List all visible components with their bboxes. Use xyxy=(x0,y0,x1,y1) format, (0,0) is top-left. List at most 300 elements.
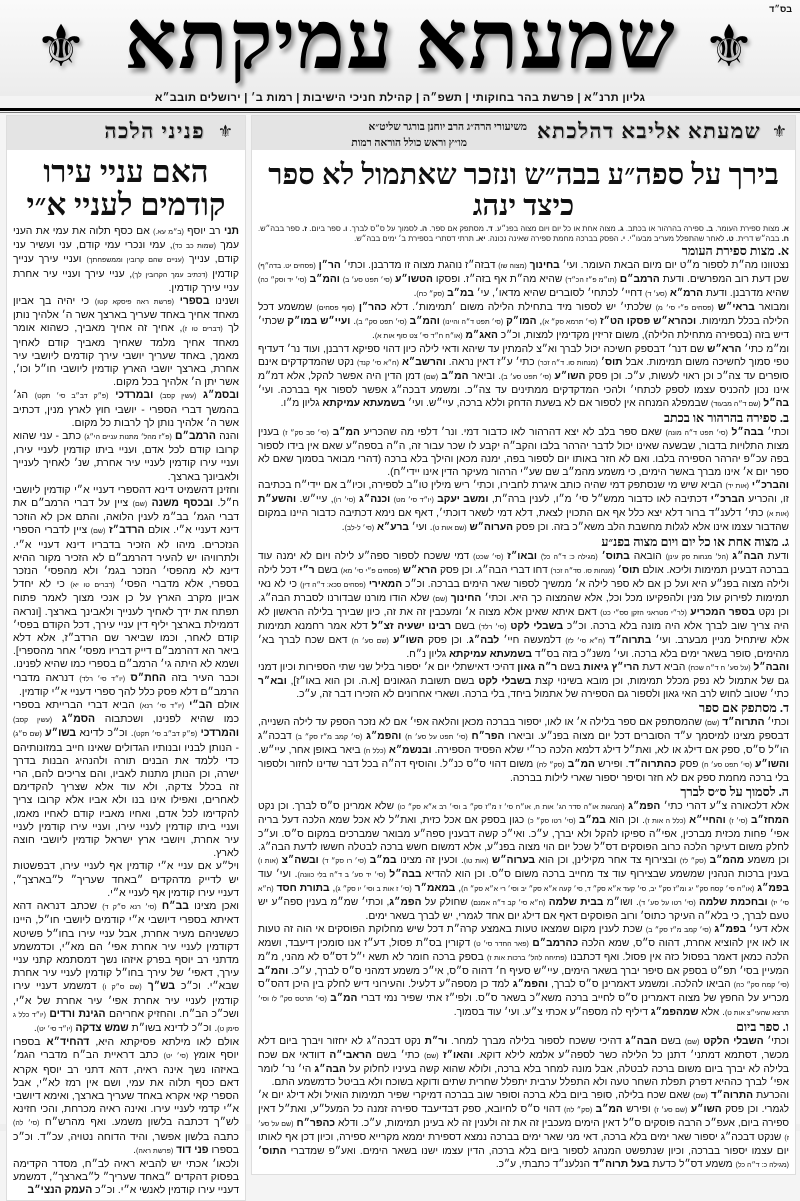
source-name: רבינו ישעיה זצ״ל xyxy=(371,620,451,632)
source-name: הרמ״א xyxy=(669,287,703,299)
toc-item[interactable] xyxy=(734,234,789,243)
source-name: והמ״ב xyxy=(409,315,440,327)
toc-label: ספירה בהרהור או בכתב. xyxy=(625,223,704,233)
text-run: , xyxy=(536,315,543,327)
toc-item[interactable] xyxy=(258,224,307,233)
citation: (יו״ד סי׳ מט) xyxy=(393,496,434,504)
source-name: בתוס׳ xyxy=(601,550,630,562)
paragraph xyxy=(13,1036,239,1158)
section-content xyxy=(258,800,789,1020)
section-heading: ה. לסמוך על ס״ס לברך xyxy=(680,784,789,799)
text-run: דהיכי דאישתלי יום א׳ יספור בליל שני שתי הספירות וכיון דמני גם של אתמול לא נפק מכלל תמימות, וכן מובא בשינוי קצת xyxy=(258,661,789,687)
citation: (סוף פסחים) xyxy=(316,304,355,312)
text-run: . ועי׳ xyxy=(408,521,433,533)
source-name: ובנשמ״א xyxy=(388,744,432,756)
text-run: נקט דבכה״ג לא יחזור ויברך ביום דלא מכשר, דסתמא דמתני׳ דתנן כל הלילה כשר לספה״ע אלמא לילא דוקא. xyxy=(258,1035,790,1061)
source-name: הברכ״י xyxy=(710,493,745,505)
source-name: כהתרוה״ד xyxy=(628,758,677,770)
text-run: וכבר העיר בזה xyxy=(166,672,240,684)
text-run: כתי׳ בשם xyxy=(371,1049,425,1061)
text-run: דהיכי ששכח לספור בלילה מברך למחר. xyxy=(447,1035,626,1047)
paragraph xyxy=(258,800,789,923)
source-name: המ״ב xyxy=(595,1103,623,1115)
citation: (אות ו) xyxy=(258,857,279,865)
source-name: בב״ח xyxy=(161,901,189,913)
text-run: משמע דס״ל כדעת xyxy=(649,1158,736,1170)
source-name: ובמרדכי xyxy=(115,390,154,402)
source-name: הפמ״ג xyxy=(389,896,422,908)
text-run: . וביאר xyxy=(468,370,502,382)
header-divider-thin xyxy=(0,112,800,113)
citation: (סי׳ רו סק״ ד) xyxy=(322,857,367,865)
citation: (סי׳ תפט על סע׳ ח) xyxy=(405,733,468,741)
text-run: כתב - עני שהוא קרובו קודם לכל אדם, ועניי ביתו קודמין לעניי עירו, ועניי עירו קודמין לעניי עיר אחרת, שנ׳ לאחיך לענייך ולאביונך בארצך. xyxy=(13,430,239,483)
text-run: . ועי׳ עוד xyxy=(258,868,298,880)
source-name: ובחכמת שלמה xyxy=(699,896,768,908)
text-run: ועניי עירך ענייך קודמין xyxy=(13,254,240,280)
citation: (שם) xyxy=(693,1092,708,1100)
toc-label: תרתי דסתרי בספירת ב׳ ימים בבה״ש. xyxy=(354,233,474,243)
source-name: בספר המכריע xyxy=(690,606,755,618)
source-name: לבה״ג xyxy=(468,634,500,646)
source-name: מהמ״ב xyxy=(709,854,745,866)
toc-item[interactable] xyxy=(493,224,624,233)
source-name: העמק הנצי״ב xyxy=(27,1185,93,1197)
text-run: ואכן מצינו xyxy=(188,901,239,913)
source-name: המ״ב xyxy=(332,426,360,438)
text-run: הביא דעת xyxy=(639,661,689,673)
citation: (או״ח סי׳ קסח סק״ יג ומ״ז סק״ יב, סי׳ קעד א״א סק״ ד, סי׳ קעה א״א סק״ יב וסי׳ רי א״א סק״ ה) xyxy=(461,885,755,893)
text-run: . xyxy=(371,329,375,341)
citation: (פסחים פ״י סי׳ מ) xyxy=(655,304,714,312)
citation: (פסחים יט. בדה״ף) xyxy=(258,262,316,270)
source-name: בראי״ש xyxy=(717,301,755,313)
toc-letter: ג. xyxy=(617,223,624,233)
source-name: הרדב״ז xyxy=(108,525,145,537)
citation: (ח״א סי׳ יז) xyxy=(258,885,789,907)
text-run: דבזה״ז נוהגת מצוה זו מדרבנן. וכתי׳ xyxy=(340,259,499,271)
section-heading: ב. ספירה בהרהור או בכתב xyxy=(663,410,789,425)
source-name: והמ״ב xyxy=(258,965,289,977)
source-name: ברע״א xyxy=(376,521,409,533)
text-run: שכת לענין מקום שמצאו טעות באמצע קרה״ת דכל שיש מחלוקת הפוסקים אי הוה זה טעות או לאו אין להוציא אחרת, דהוה ס״ס, שמא הלכה xyxy=(258,923,789,949)
citation: (סי׳ תפט ד״ה והיינו) xyxy=(442,318,504,326)
text-run: שלא אמרינן ס״ס לברך. וכן נקט xyxy=(258,800,398,812)
paragraph xyxy=(258,1089,789,1172)
text-run: , xyxy=(455,882,462,894)
text-run: כתי׳ דלענ״ד ברור דלא יצא כלל אף אם התכוין לצאת, דלא דמי לשאר דוכתי׳, דאף אם נימא דכתיבה כדבור היינו במקום שהדבור עצמו אינו אלא לגלות מחשבת הלב משא״כ בזה. וכן פסק xyxy=(258,507,789,533)
citation: (סי׳ סב סק״ ז) xyxy=(282,429,329,437)
source-name: בשו״ע xyxy=(45,728,77,740)
toc-letter: י. xyxy=(620,233,626,243)
paragraph xyxy=(13,1158,239,1198)
text-run: . xyxy=(350,315,357,327)
toc-label: מסתפק אם ספר. xyxy=(429,223,484,233)
fleur-de-lis-icon: ⚜ xyxy=(771,122,787,141)
source-name: הערוה״ש xyxy=(469,521,514,533)
citation: (מנחות סו. סד״ה זכר) xyxy=(550,567,616,575)
text-run: דבכה״ג הו״ל ס״ס, ספק אם דילג או לא, ואת״ל דילג דלמא הלכה כר״י שלא הפסיד הספירה. xyxy=(258,730,789,756)
fleur-de-lis-icon: ⚜ xyxy=(217,122,233,141)
fleur-de-lis-icon: ⚜ xyxy=(703,12,755,80)
citation: (לר״י מטראני הזקן סס״י כט) xyxy=(600,609,687,617)
citation: (סי׳ רטו סק״ כ) xyxy=(527,817,576,825)
citation: (שם) xyxy=(432,595,448,603)
text-run: הביא דברי הברייתא בספרי כמו שהיא לפנינו, ושכתבוה xyxy=(13,700,240,726)
paragraph xyxy=(13,900,239,1036)
source-name: הפמ״ג xyxy=(628,800,661,812)
source-name: והשו״ע xyxy=(755,758,789,770)
citation: (סק״ לז) xyxy=(679,857,707,865)
text-run: דכל לילה ולילה מצוה בפנ״ע היא ועל כן אם לא ספר לילה א׳ ממשיך לספור שאר הימים בברכה. וכ״כ xyxy=(258,564,789,590)
toc-item[interactable] xyxy=(427,224,493,233)
paragraph xyxy=(13,484,239,672)
toc-item[interactable] xyxy=(347,224,427,233)
citation: (סי׳ ז) xyxy=(729,817,748,825)
source-name: הראבי״ה xyxy=(329,1049,372,1061)
author-byline xyxy=(351,120,527,152)
source-name: פני דוד xyxy=(176,1144,209,1156)
source-name: האג״מ xyxy=(465,329,498,341)
source-name: וכנה״ג xyxy=(358,493,391,505)
toc-item[interactable] xyxy=(624,224,713,233)
sidebar-article-column xyxy=(6,115,246,1201)
source-name: במ״ב xyxy=(369,854,397,866)
citation: (פתיחה להל׳ ברכות אות ז) xyxy=(486,954,567,962)
citation: (סי׳ תרמא סק״ א) xyxy=(542,318,597,326)
text-run: דמן הדין היה אפשר להקל, אלא דמ״מ אינו נכון להכניס עצמו לספק לכתחי׳ ולהכי המדקדקים ממתינים עד צה״כ. ומשמע דבכה״ג אפשר לספור אף בברכה. ועי׳ xyxy=(258,370,789,396)
citation: (סי׳ תרטס סק״ לו וסי׳ תרצא שהעי״צ אות ט) xyxy=(258,995,789,1017)
source-name: ור״ת xyxy=(424,1035,448,1047)
text-run: הביא שיש מי שנסתפק דמי שהיה כותב איגרת לחבירו, וכתי׳ ריש מילין טו״ב לספירה, וכיו״ב אם יידי״ח בכתיבה זו, והכריע xyxy=(258,479,789,505)
paragraph xyxy=(13,860,239,900)
text-run: משום דהוי ס״ס כנ״ל. והוסיף דה״ה בכל דבר שדינו לחזור ולספור בלי ברכה מחמת ספק אם לא חזר וסיפר יספור שארי לילות בברכה. xyxy=(258,758,789,784)
source-name: בש״ך xyxy=(147,981,175,993)
citation: (שם) xyxy=(423,373,439,381)
text-run: שלכתי׳ יש לספור מיד בתחילת הלילה משום ׳תמימות׳. דלא xyxy=(386,301,656,313)
citation: (סי׳ ל-לב) xyxy=(344,524,375,532)
citation: (סי׳ רו) xyxy=(333,496,356,504)
citation: (שם סע׳ ח) xyxy=(351,637,389,645)
source-name: במ״ב xyxy=(579,814,606,826)
text-run: וכתי׳ xyxy=(763,426,789,438)
text-run: . xyxy=(33,1022,37,1034)
source-name: הרמב״ם xyxy=(175,430,216,442)
source-name: במאמ״ר xyxy=(414,882,456,894)
toc-label: לאחר שהתפלל מעריב מבעו״י. xyxy=(627,233,725,243)
paragraph xyxy=(258,923,789,1020)
source-name: בעל תרוה״ד xyxy=(592,1158,650,1170)
citation: (תו״מ פ״ז הכ״ד) xyxy=(565,276,617,284)
citation: (או״ח ח״ד סי׳ צט סוף אות א) xyxy=(374,332,463,340)
text-run: , עיי״ש. xyxy=(296,493,334,505)
main-article-column xyxy=(251,115,796,1175)
text-run: , וכתי׳ שמ״מ בענין ספה״ע יש טעם לברך, כי בלא״ה העיקר כתוס׳ ורוב הפוסקים דאף אם דילג יום אחד לגמרי, יש לברך בשאר ימים. xyxy=(258,896,789,922)
citation: (עניים שהם קרובין וממשפחתך) xyxy=(86,257,184,265)
text-run: שהיא מדרבנן. ודעת xyxy=(702,287,789,299)
text-run: הביאו להלכה. ומשמע דאמרינן ס״ס לברך, xyxy=(547,978,734,990)
text-run: ביאר באופן אחר, עיי״ש. xyxy=(258,744,364,756)
source-name: כהפר״ח xyxy=(296,1117,335,1129)
source-name: התרוה״ד xyxy=(722,716,765,728)
section-content xyxy=(258,1035,789,1172)
text-run: גליון מ״ו. xyxy=(280,397,323,409)
text-run: כתי׳ ע״ז דאין נראה. xyxy=(445,356,538,368)
text-run: , xyxy=(329,882,336,894)
text-run: והכרעת xyxy=(753,1089,789,1101)
text-run: שנקט דבכה״ג יספור שאר ימים בלא ברכה, דאי מני שאר ימים בברכה נמצא דספירת יממא מקרייא ספירה, וכיון דכן אף לאותו יום עצמו יספור בברכה, וכיון שנתפשט המנהג לספור ביום בלא ברכה, הדין עצמו ישנו בשאר הימים. ואע״פ שמדברי xyxy=(258,1131,789,1157)
citation: (פ״ק דב״ב סי׳ תקט) xyxy=(133,731,198,739)
text-run: . וכן פסק xyxy=(423,634,469,646)
citation: (שם אות ט) xyxy=(432,524,467,532)
paragraph xyxy=(13,430,239,484)
citation: (סי׳ לה) xyxy=(13,1120,40,1128)
text-run: דיליף לה מספה״ע אכתי צ״ע. ועי׳ עוד בסמוך. xyxy=(453,1006,651,1018)
citation: (שם ס״ג) xyxy=(13,731,42,739)
source-name: הרא״ש xyxy=(402,564,438,576)
text-run: דוודאי אם שכח בלילה לא יברך ביום משום ברכה לבטלה, אבל מונה למחר בלא ברכה, ולולא שהוא קשה בעיניו לחלוק על xyxy=(258,1049,789,1075)
text-run: ופירש xyxy=(622,1103,655,1115)
source-name: הרמב״ם xyxy=(619,273,660,285)
source-name: השבלי הלקט xyxy=(703,1035,764,1047)
text-run: כי יהיה בך אביון מאחד אחיך באחד שעריך בארצך אשר ה׳ אלהיך נותן לך xyxy=(13,295,239,335)
source-name: והאו״ז xyxy=(442,1049,474,1061)
section-title: פניני הלכה xyxy=(104,119,205,143)
text-run: בשם xyxy=(451,620,479,632)
text-run: בספרו יוסף אומץ xyxy=(13,1037,239,1062)
citation: (שם) xyxy=(424,1052,439,1060)
text-run: שכתב דנראה דהא דאיתא בספרי דיושבי א״י קודמים ליושבי חו״ל, היינו כששניהם מעיר אחרת, אבל עניי עירו בחו״ל פשיטא דקודמין לעניי עיר אחרת אפי׳ הם מא״י, וכדמשמע מדתני רב יוסף בפרק איזהו נשך דמסתמא קתני עניי עירך, דאפי׳ של עירך בחו״ל קודמין לעניי עיר אחרת שבא״י. וכ״כ xyxy=(13,901,239,993)
byline-line: מו״ץ וראש כולל הוראה רמות xyxy=(351,138,467,149)
text-run: רב יוסף xyxy=(183,225,224,237)
toc-item[interactable] xyxy=(713,224,789,233)
citation: (סי׳ תפט סע׳ ח) xyxy=(701,761,752,769)
text-run: כתבה בלשון אפשר, והיד הדוחה נטויה, עכ״ד. וכ״כ בספרו xyxy=(13,1131,239,1156)
toc-letter: א. xyxy=(781,223,789,233)
toc-letter: ב. xyxy=(706,223,714,233)
text-run: דלמעשה חיי׳ xyxy=(499,634,566,646)
section-content xyxy=(258,550,789,701)
text-run: ויל״ע אם עניי א״י קודמין אף לעניי עירו, דבפשטות יש לדייק מדהקדים ״באחד שעריך״ ל״בארצך״, דעניי עירו קודמין אף לעניי א״י. xyxy=(13,861,239,899)
section-band xyxy=(252,116,795,150)
paragraph xyxy=(13,225,239,295)
header-divider xyxy=(0,108,800,111)
section-heading: ו. ספר ביום xyxy=(736,1019,789,1034)
citation: (סי׳ ז אות ב וסי׳ יו סק״ ג) xyxy=(335,885,412,893)
text-run: שחולק על xyxy=(421,896,471,908)
source-name: בפמ״ג xyxy=(714,923,747,935)
toc-letter: יא. xyxy=(476,233,486,243)
text-run: . וכן הוא xyxy=(605,814,645,826)
citation: (פ״ק דב״ב סי׳ תקט) xyxy=(34,393,109,401)
toc-item[interactable] xyxy=(354,234,485,243)
citation: (שם) xyxy=(90,528,106,536)
source-name: בתרוה״ד xyxy=(609,634,652,646)
source-name: והשע״ת xyxy=(258,493,297,505)
article-headline xyxy=(258,160,789,223)
text-run: . xyxy=(133,1144,137,1156)
citation: (על סע׳ ח ד״ה שכח) xyxy=(688,664,751,672)
text-run: דמי ששכח לספור ספה״ע לילה ויום לא ימנה עוד בברכה דבעינן תמימות וליכא. אולם xyxy=(258,550,789,576)
headline-line: בירך על ספה״ע בבה״ש ונזכר שאתמול לא ספר xyxy=(268,159,779,191)
text-run: . אלא xyxy=(698,1006,725,1018)
source-name: בשמעתא עמיקתא xyxy=(322,397,406,409)
byline-line: משיעורי הרה״ג הרב יוחנן בורגר שליט״א xyxy=(368,122,527,133)
text-run: ומבואר xyxy=(754,301,789,313)
text-run: , אחיך זה אחיך מאביך, כשהוא אומר מאחד אחיך מלמד שאחיך מאביך קודם לאחיך מאמך, באחד שעריך יושבי עירך קודמים ליושבי עיר אחרת, בארצך יושבי הארץ קודמין ליושבי חו״ל וכו׳, אשר יתן ה׳ אלהיך בכל מקום. xyxy=(13,323,239,389)
source-name: והפמ״ג xyxy=(512,978,548,990)
toc-item[interactable] xyxy=(625,234,734,243)
article-body xyxy=(252,244,795,1172)
citation: (ח״א סי׳ קנד) xyxy=(356,359,399,367)
citation: (סי׳ רלד) xyxy=(478,623,507,631)
source-name: והפמ״ג xyxy=(366,730,402,742)
source-name: וכהרא״ש פסקו הט״ז xyxy=(599,315,697,327)
citation: (סי׳ תפט סע׳ ב) xyxy=(501,373,552,381)
source-name: והרשב״א xyxy=(401,356,446,368)
citation: (סע׳ ד) xyxy=(645,290,667,298)
issue-meta-line: גליון תרנ״א | פרשת בהר בחוקותי | תשפ״ה | קהילת חניכי הישיבות | רמות ב׳ | ירושלים תובב״א xyxy=(154,92,646,104)
citation: (סי׳ תפט סע׳ ב) xyxy=(342,276,393,284)
newsletter-title: שמעתא עמיקתא xyxy=(124,0,676,86)
source-name: המ״ב xyxy=(441,370,469,382)
article-headline xyxy=(11,155,241,222)
text-run: שהיא מה״ת אף בזה״ז. ופסקו xyxy=(432,273,566,285)
toc-label: בבה״ש דרית. xyxy=(735,233,780,243)
paragraph xyxy=(13,672,239,699)
citation: (כלל ה אות ז) xyxy=(644,817,686,825)
citation: (סי׳ רנא ס״ק ד) xyxy=(102,904,157,912)
fleur-de-lis-icon: ⚜ xyxy=(35,12,87,80)
source-name: הר״ן xyxy=(318,259,341,271)
source-name: והמרדכי xyxy=(200,728,239,740)
text-run: כי לא יחדל אביון מקרב הארץ על כן אנכי מצוך לאמר פתוח תפתח את ידך לאחיך לענייך ולאבינך בארצך. [ונראה דממילת בארצך יליף דין עניי עירך, דכל הקודם בפסי׳ קודם לאחר, וכמו שביאר שם הרדב״ז, אלא דלא ביאר הא דהרמב״ם דייק דבריו מפסי׳ אחר מהספרי]. ושמא לא היתה גי׳ הרמב״ם בספרי כמו שהיא לפנינו. xyxy=(13,579,239,671)
text-run: כגון בספק אם אכל כזית, ואת״ל לא אכל שמא הלכה דעל בריה אפי׳ פחות מכזית מברכין, אפי״ה ספיקו להקל ולא יברך, ע״כ. ואי״כ קשה דבענין ספה״ע מבואר שמברכים במקום ס״ס. וע״כ לחלק משום דעיקר הלכה כרוב הפוסקים דס״ל שכל יום הוי מצוה בפנ״ע, אלא דמשום חשש ברכה לבטלה חששו לדעת הבה״ג. וכן משמע xyxy=(258,814,789,866)
text-run: ודעת xyxy=(763,550,789,562)
citation: (פרשת ראה) xyxy=(136,1147,174,1155)
source-name: השו״ע xyxy=(690,1103,722,1115)
source-name: המ״ב xyxy=(567,758,595,770)
headline-line: האם עניי עירו xyxy=(43,154,209,189)
source-name: ר״ה גאון xyxy=(517,661,558,673)
source-name: ובאו״ז xyxy=(507,550,537,562)
citation: (פסחים פ״י סי׳ מא) xyxy=(340,567,400,575)
citation: (פרשת ראה פיסקא קטו) xyxy=(94,298,175,306)
text-run: בשם תשובת הגאונים [א.ה. וכן הוא באו״ז], xyxy=(286,675,479,687)
citation: (מצוה שו) xyxy=(498,262,527,270)
source-name: שמש צדקה xyxy=(75,1022,129,1034)
text-run: בענין ברכות הנהנין שמשמע שבצירוף עוד צד מחייב ברכה משום ס״ס. וכן הוא להדיא xyxy=(421,868,789,880)
text-run: שהמסתפק אם ספר בלילה א׳ או לאו, יספור בברכה מכאן והלאה אפי׳ אם לא נזכר הספק עד לילה השנייה, דבספק מצינו למיסמך ע״ד הסוברים דכל יום מצוה בפנ״ע. וביארו xyxy=(258,716,789,742)
source-name: הבה״ג xyxy=(314,1063,346,1075)
text-run: . xyxy=(341,521,345,533)
table-of-contents xyxy=(252,224,795,244)
citation: (אות א) xyxy=(766,510,789,518)
section-heading: ד. מסתפק אם ספר xyxy=(698,700,789,715)
toc-item[interactable] xyxy=(307,224,347,233)
section-heading: ג. מצוה אחת או כל יום ויום מצוה בפנ״ע xyxy=(601,534,789,549)
source-name: החינוך xyxy=(450,592,482,604)
source-name: והבה״ל xyxy=(753,661,790,673)
citation: (סי׳ יט) xyxy=(163,1053,189,1061)
text-run: כתי׳ שטוב לחוש לרב האי גאון ולספור גם הספירה של אתמול ביחד, בלי ברכה. ושארי אחרונים לא הזכירו דבר זה, ע״כ. xyxy=(296,688,789,700)
citation: (סק״ לה) xyxy=(563,1106,593,1114)
citation: (סק״ לח) xyxy=(536,761,565,769)
citation: (פ״ז מהל׳ מתנות עניים הי״ג) xyxy=(84,433,172,441)
text-run: . וכעין זה מצינו xyxy=(396,854,464,866)
toc-label: לסמוך על ס״ס לברך. xyxy=(349,223,418,233)
source-name: כהר״ן xyxy=(358,301,387,313)
source-name: הטשו״ע xyxy=(395,273,433,285)
toc-letter: ד. xyxy=(486,223,493,233)
text-run: פסק xyxy=(676,758,702,770)
source-name: השו״ע xyxy=(554,370,586,382)
citation: (הנהגות או״ה סדר הג׳ אות ח, או״ח סי׳ ז מ״ז סק״ ב וסי׳ רב א״א סק״ כו) xyxy=(397,803,625,811)
citation: (סי׳ תפט ד״ה מונה) xyxy=(665,429,728,437)
text-run: שכתי׳ דיש בזה (בספירה מתחילת הלילה), משום זריזין מקדימין למצות, וכ״כ xyxy=(258,315,789,341)
source-name: תני xyxy=(223,225,240,237)
toc-letter: ט. xyxy=(726,233,734,243)
text-run: אולם לאו מילתא פסיקתא היא, xyxy=(89,1037,239,1049)
section-band xyxy=(7,116,245,150)
citation: (עשין קסב) xyxy=(160,393,197,401)
toc-item[interactable] xyxy=(486,234,626,243)
text-run: דהוי ס״ס לחיובא, ספק דבדיעבד ספירה זמנה כל המעל״ע, ואת״ל דאין ספירה ביום, אעפ״כ הרבה פוסקים ס״ל דאין הימים מעכבין זה את זה ולענין זה לא בעינן תמימות, ע״כ. ודלא xyxy=(258,1103,789,1129)
text-run: דחיי׳ לכתחי׳ לסוברים שהיא מדאו׳, עי׳ xyxy=(473,287,646,299)
section-title: שמעתא אליבא דהלכתא xyxy=(537,119,761,143)
text-run: דאם שכח לברך בא׳ מהימים, סופר בשאר ימים בלא ברכה. ועי׳ משנ״כ בזה בס״ד xyxy=(258,634,789,660)
text-run: שם דנר׳ דבספק חשיכה יכול לברך וא״צ להמתין עד שיהא ודאי לילה כיון דהוי ספיקא דרבנן, ועוד נר׳ דעדיף טפי סמוך לחשיכה משום תמימות. אבל xyxy=(258,343,789,368)
text-run: ושנינו xyxy=(209,295,239,307)
citation: (הל׳ מנחות סק עינן) xyxy=(665,553,729,561)
citation: (סי׳ תפט סק״ ב) xyxy=(356,318,407,326)
text-run: הובאה xyxy=(629,550,666,562)
masthead xyxy=(0,0,800,104)
text-run: . ושו״מ xyxy=(603,896,639,908)
text-run: ציין על דברי הרמב״ם את דברי הגמ׳ בב״מ לענין הלואה, והתם אכן לא הוזכר דינא דעניי א״י. אולם xyxy=(13,498,239,537)
text-run: בשם xyxy=(314,564,341,576)
text-run: בספק ברכה חומר לא תשא י״ל דס״ס לא מהני, מ״מ המעיין בסי׳ תפ״ט בספק אם סיפר יברך בשאר הימים, עיי״ש סעיף ח׳ דהוה ס״ס, אי״כ משמע דמהני ס״ס לברך, ע״כ. xyxy=(258,951,789,977)
section-content xyxy=(258,716,789,785)
source-name: תוס׳ xyxy=(617,564,640,576)
toc-letter: ח. xyxy=(781,233,789,243)
citation: (אות טו) xyxy=(463,857,489,865)
text-run: ציין לדברי הספרי הנזכרים. מיהו לא הזכיר בדבריו דינא דעניי א״י. ולתרוויהו יש להעיר דהרמב״ם לא הזכיר מקור ההיא דינא לא מהפסי׳ הנזכר בגמ׳ ולא מהפסי׳ הנזכר בספרי, אלא מדברי הפסי׳ xyxy=(13,525,239,591)
text-run: וכתי׳ xyxy=(764,716,789,728)
source-name: תוס׳ xyxy=(600,356,623,368)
text-run: וחזינן דהשמיט דינא דהספרי דעניי א״י קודמין ליושבי ח״ל. xyxy=(13,484,239,509)
paragraph xyxy=(13,295,239,389)
source-name: בערוה״ש xyxy=(492,854,536,866)
paragraph xyxy=(258,301,789,343)
paragraph xyxy=(258,426,789,479)
source-name: החת״ס xyxy=(130,672,167,684)
source-name: הסמ״ג xyxy=(61,714,96,726)
citation: (דברים טו ז) xyxy=(182,326,223,334)
citation: (דברים טו יא) xyxy=(70,582,115,590)
source-name: והחיי״א xyxy=(689,814,726,826)
source-name: הבה״ג xyxy=(625,1035,657,1047)
text-run: שבמפלג המנחה אין לספור אם לא בשעת הדחק וללא ברכה, עיי״ש. ועי׳ xyxy=(405,397,711,409)
text-run: שלא הודו מורנו שבדורנו לסברת הבה״ג. וכן נקט xyxy=(258,592,789,618)
text-run: שמשמע דכל הלילה בכלל תמימות. xyxy=(258,301,789,327)
source-name: ובשה״צ xyxy=(281,854,319,866)
citation: (ב״מ עא.) xyxy=(153,228,184,236)
citation: (שם ד״ה מבעוד) xyxy=(710,400,761,408)
text-run: אלא דעי׳ xyxy=(746,923,789,935)
citation: (יו״ד סי׳ יט) xyxy=(36,1025,73,1033)
toc-letter: ה. xyxy=(419,223,428,233)
